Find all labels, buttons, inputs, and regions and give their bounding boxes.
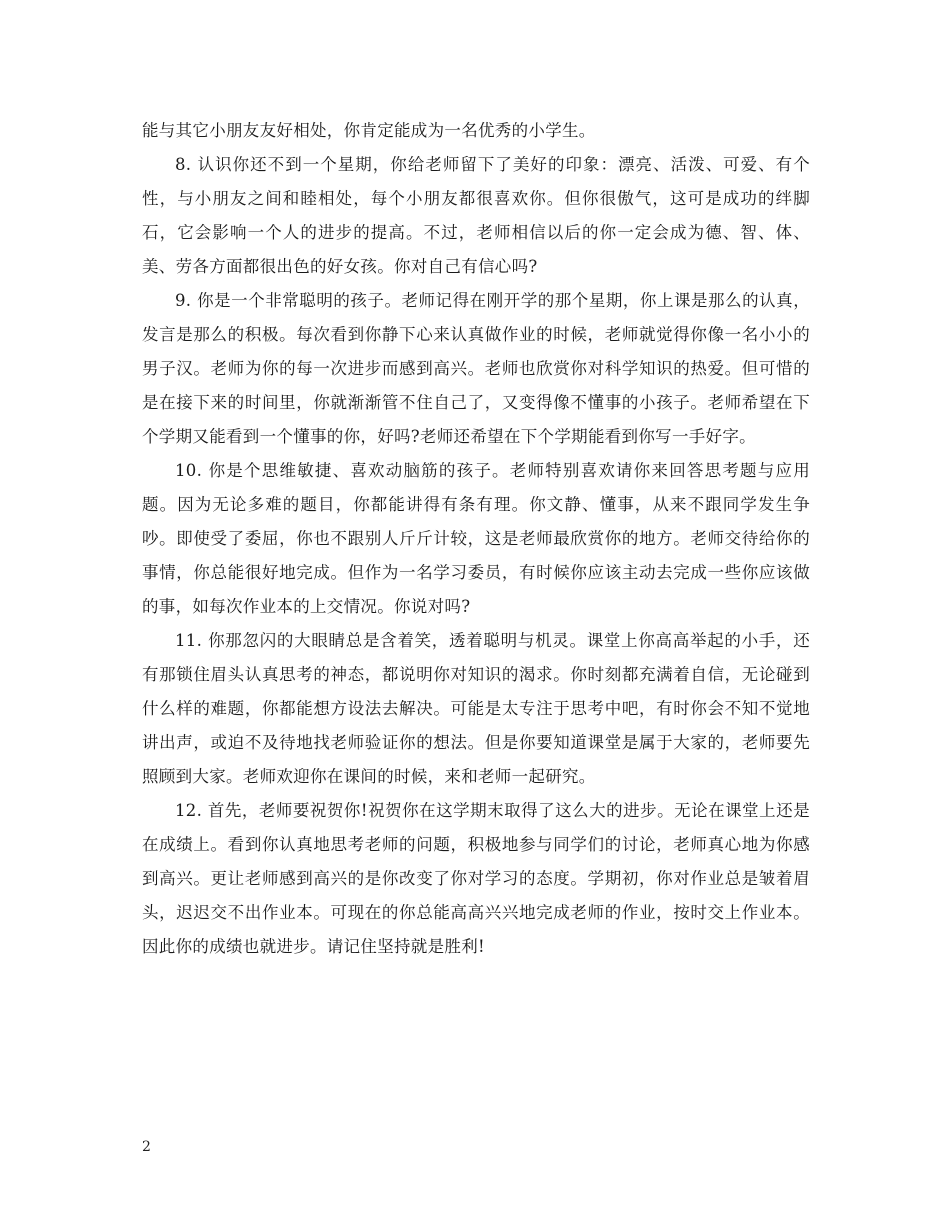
paragraph-item-8: 8. 认识你还不到一个星期，你给老师留下了美好的印象：漂亮、活泼、可爱、有个性，与小朋友之间和睦相处，每个小朋友都很喜欢你。但你很傲气，这可是成功的绊脚石，它会影响一个人的进步的提高。不过，老师相信以后的你一定会成为德、智、体、美、劳各方面都很出色的好女孩。你对自己有信心吗?	[142, 155, 810, 276]
paragraph-item-9: 9. 你是一个非常聪明的孩子。老师记得在刚开学的那个星期，你上课是那么的认真，发言是那么的积极。每次看到你静下心来认真做作业的时候，老师就觉得你像一名小小的男子汉。老师为你的每一次进步而感到高兴。老师也欣赏你对科学知识的热爱。但可惜的是在接下来的时间里，你就渐渐管不住自己了，又变得像不懂事的小孩子。老师希望在下个学期又能看到一个懂事的你，好吗?老师还希望在下个学期能看到你写一手好字。	[142, 291, 810, 446]
paragraph-item-10: 10. 你是个思维敏捷、喜欢动脑筋的孩子。老师特别喜欢请你来回答思考题与应用题。因为无论多难的题目，你都能讲得有条有理。你文静、懂事，从来不跟同学发生争吵。即使受了委屈，你也不跟别人斤斤计较，这是老师最欣赏你的地方。老师交待给你的事情，你总能很好地完成。但作为一名学习委员，有时候你应该主动去完成一些你应该做的事，如每次作业本的上交情况。你说对吗?	[142, 461, 810, 616]
paragraph-item-12: 12. 首先，老师要祝贺你!祝贺你在这学期末取得了这么大的进步。无论在课堂上还是在成绩上。看到你认真地思考老师的问题，积极地参与同学们的讨论，老师真心地为你感到高兴。更让老师感到高兴的是你改变了你对学习的态度。学期初，你对作业总是皱着眉头，迟迟交不出作业本。可现在的你总能高高兴兴地完成老师的作业，按时交上作业本。因此你的成绩也就进步。请记住坚持就是胜利!	[142, 801, 810, 956]
paragraph-item-11: 11. 你那忽闪的大眼睛总是含着笑，透着聪明与机灵。课堂上你高高举起的小手，还有那锁住眉头认真思考的神态，都说明你对知识的渴求。你时刻都充满着自信，无论碰到什么样的难题，你都能想方设法去解决。可能是太专注于思考中吧，有时你会不知不觉地讲出声，或迫不及待地找老师验证你的想法。但是你要知道课堂是属于大家的，老师要先照顾到大家。老师欢迎你在课间的时候，来和老师一起研究。	[142, 631, 810, 786]
document-body	[142, 114, 810, 964]
page-number: 2	[142, 1139, 151, 1155]
paragraph-continuation: 能与其它小朋友友好相处，你肯定能成为一名优秀的小学生。	[142, 121, 596, 140]
